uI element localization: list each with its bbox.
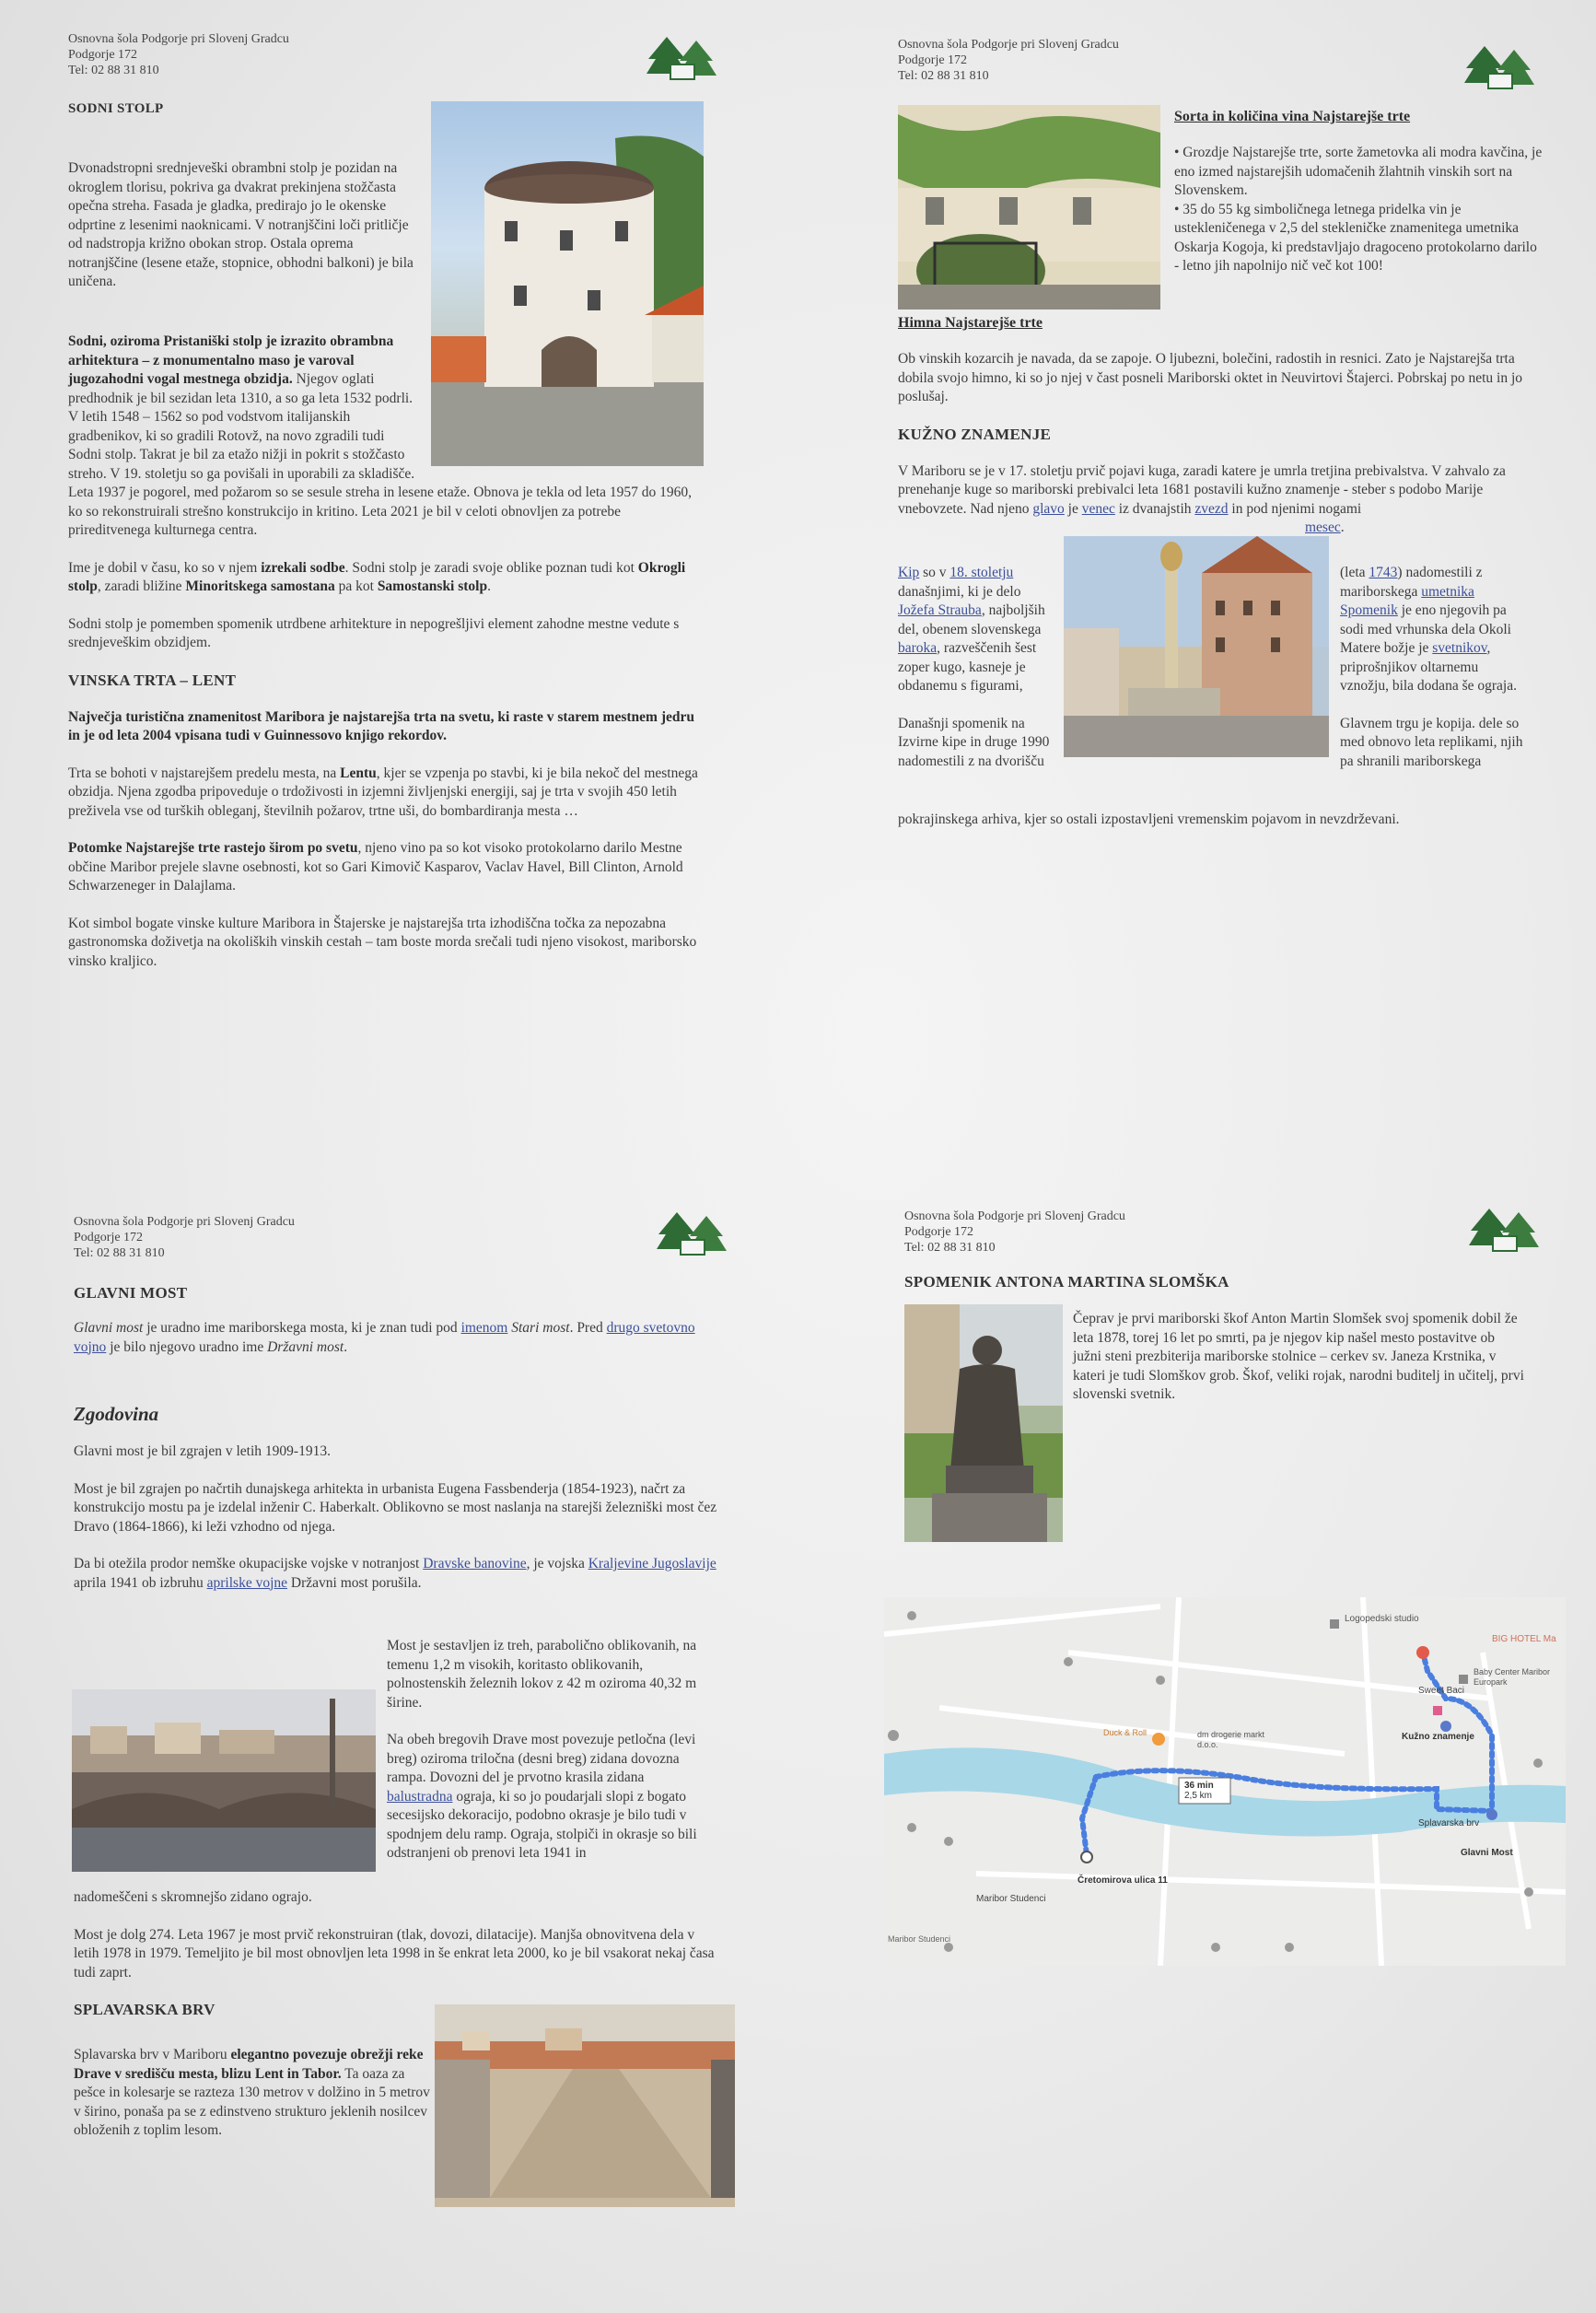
kuzno-right-column (1340, 564, 1524, 771)
splav-p-a: Splavarska brv v Mariboru (74, 2047, 231, 2062)
kuzno-right-i: , priprošnjikov oltarnemu vznožju, bila dodana še ograja. (1340, 640, 1517, 694)
link-jozefa-strauba[interactable]: Jožefa Strauba (898, 602, 982, 618)
studio-pin-icon (1330, 1619, 1339, 1629)
glavni-most-photo (72, 1689, 376, 1872)
sodni-paragraph-2-bold: Sodni, oziroma Pristaniški stolp je izrazito obrambna arhitektura – z monumentalno maso je varoval jugozahodni vogal mestnega obzidja. (68, 333, 394, 387)
sodni-text-block-1 (68, 159, 423, 292)
origin-pin-icon[interactable] (1081, 1852, 1092, 1863)
kuzno-right-paragraph-2: Glavnem trgu je kopija. dele so med obnovo leta replikami, njih pa shranili mariborskega (1340, 715, 1523, 769)
kuzno-znamenje-photo (1064, 536, 1329, 757)
most-p1-d: Stari most (507, 1320, 570, 1336)
splav-p-b: elegantno povezuje obrežji reke Drave v središču mesta, blizu Lent in Tabor. (74, 2047, 424, 2082)
splav-paragraph (74, 2046, 431, 2141)
himna-title: Himna Najstarejše trte (898, 315, 1043, 331)
link-baroka[interactable]: baroka (898, 640, 938, 656)
most-p1-a: Glavni most (74, 1320, 144, 1336)
link-kraljevine-jugoslavije[interactable]: Kraljevine Jugoslavije (588, 1556, 716, 1571)
school-address-2: Podgorje 172 (898, 53, 968, 67)
page-glavni-most (63, 1209, 744, 2213)
map-canvas[interactable] (884, 1597, 1566, 1966)
link-imenom[interactable]: imenom (460, 1320, 508, 1336)
kuzno-pin-icon[interactable] (1440, 1721, 1451, 1732)
kuzno-paragraph-1 (898, 462, 1533, 538)
most-paragraph-1 (74, 1319, 718, 1357)
link-zvezd[interactable]: zvezd (1194, 500, 1229, 517)
map-time: 36 min (1184, 1781, 1214, 1791)
vinska-paragraph-4: Kot simbol bogate vinske kulture Maribora in Štajerske je najstarejša trta izhodiščna točka za nepozabna gastronomska doživetja na okoliških vinskih cestah – tam boste morda srečali tudi njeno visokost, mariborsko vinsko kraljico. (68, 915, 697, 969)
link-umetnika[interactable]: umetnika (1421, 583, 1474, 600)
school-logo-icon-3 (657, 1212, 728, 1260)
school-name: Osnovna šola Podgorje pri Slovenj Gradcu (68, 32, 289, 46)
school-logo-icon-2 (1464, 46, 1536, 94)
most-lower-block (74, 1888, 718, 2019)
school-tel-3: Tel: 02 88 31 810 (74, 1246, 165, 1260)
glavni-most-block (74, 1284, 718, 1593)
sodni-p3-e: , zaradi bližine (97, 578, 186, 594)
map-label-duck: Duck & Roll (1103, 1728, 1147, 1737)
link-1743[interactable]: 1743 (1369, 565, 1398, 580)
link-aprilske-vojne[interactable]: aprilske vojne (206, 1574, 288, 1591)
most-p1-g: je bilo njegovo uradno ime (106, 1338, 268, 1355)
most-paragraph-6-end: nadomeščeni s skromnejšo zidano ograjo. (74, 1889, 312, 1905)
vinska-p1-bold: Največja turistična znamenitost Maribora je najstarejša trta na svetu, ki raste v starem mestnem jedru in je od leta 2004 vpisana tudi v Guinnessovo knjigo rekordov. (68, 708, 694, 743)
zgodovina-heading: Zgodovina (74, 1403, 159, 1425)
most-p1-b: je uradno ime mariborskega mosta, ki je znan tudi pod (143, 1320, 461, 1336)
kuzno-left-f: , najboljših del, obenem slovenskega (898, 602, 1045, 637)
section-title-kuzno: KUŽNO ZNAMENJE (898, 425, 1052, 443)
map-label-crtomir: Čretomirova ulica 11 (1078, 1875, 1168, 1886)
kuzno-left-h: , razveščenih šest zoper kugo, kasneje je obdanemu s figurami, (898, 640, 1037, 694)
section-title-splavarska-brv: SPLAVARSKA BRV (74, 2001, 216, 2018)
kuzno-right-paragraph (1340, 564, 1524, 696)
sodni-p3-i: . (487, 578, 491, 594)
link-spomenik[interactable]: Spomenik (1340, 602, 1398, 618)
map-label-hotel: BIG HOTEL Ma (1492, 1634, 1556, 1644)
school-name-4: Osnovna šola Podgorje pri Slovenj Gradcu (904, 1209, 1125, 1223)
map-label-logopedski: Logopedski studio (1345, 1614, 1419, 1624)
link-glavo[interactable]: glavo (1032, 500, 1065, 517)
himna-paragraph: Ob vinskih kozarcih je navada, da se zapoje. O ljubezni, bolečini, radostih in resnici. Zato je Najstarejša trta dobila svojo himno, ki so jo njej v čast posneli Mariborski oktet in Neuvirtovi Štajerci. Pobrskaj po netu in jo poslušaj. (898, 351, 1523, 404)
most-p1-i: . (344, 1338, 348, 1355)
most-paragraph-5: Most je sestavljen iz treh, paraboličnо oblikovanih, na temenu 1,2 m visokih, koritasto oblikovanih, polnostenskih železnih lokov z 42 m oziroma 40,32 m širine. (387, 1638, 697, 1711)
duck-roll-pin-icon[interactable] (1152, 1733, 1165, 1746)
sorta-bullet-2: • 35 do 55 kg simboličnega letnega pridelka vin je ustekleničenega v 2,5 del stekleničke znamenitega umetnika Oskarja Kogoja, ki predstavljajo dragoceno protokolarno darilo - letno jih napolnijo nič več kot 100! (1174, 201, 1537, 274)
school-header-2 (898, 37, 1174, 84)
najstarejsa-trta-photo (898, 105, 1160, 310)
most-paragraph-4 (74, 1555, 718, 1593)
most-p4-g: Državni most porušila. (287, 1574, 422, 1591)
school-address-3: Podgorje 172 (74, 1231, 144, 1244)
vinska-p3-rest: , njeno vino pa so kot visoko protokolarno darilo Mestne občine Maribor prejele slavne osebnosti, kot so Gari Kimovič Kasparov, Vaclav Havel, Bill Clinton, Arnold Schwarzeneger in Dalajlama. (68, 840, 683, 894)
glavni-most-pin-icon[interactable] (1486, 1809, 1497, 1820)
route-map[interactable] (884, 1597, 1566, 1966)
kuzno-right-a: (leta (1340, 565, 1369, 580)
sodni-p3-a: Ime je dobil v času, ko so v njem (68, 559, 262, 576)
most-p4-a: Da bi otežila prodor nemške okupacijske vojske v notranjost (74, 1556, 424, 1571)
school-tel: Tel: 02 88 31 810 (68, 64, 159, 77)
most-paragraph-7: Most je dolg 274. Leta 1967 je most prvič rekonstruiran (tlak, dovozi, dilatacije). Manjša obnovitvena dela v letih 1978 in 1979. Temeljito je bil most obnovljen leta 1998 in še enkrat leta 2000, ko je bil vsakorat nekaj časa tudi zaprt. (74, 1926, 715, 1980)
link-18-stoletju[interactable]: 18. stoletju (949, 565, 1014, 580)
most-p1-h: Državni most (267, 1338, 344, 1355)
most-p6-c: ograja, ki so jo poudarjali slopi z bogato secesijsko dekoracijo, podobno okrasje je bilo tudi v spodnjem delu ramp. Ograja, stolpiči in okrasje so bili odstranjeni ob prenovi leta 1941 in (387, 1788, 697, 1861)
vinska-p2-c: , kjer se vzpenja po stavbi, ki je bila nekoč del mestnega obzidja. Njena zgodba pripoveduje o trdoživosti in izjemni življenjski energiji, saj je trta v svojih 450 letih preživela vse od turških obleganj, številnih požarov, trtne uši, do bombardiranja mesta … (68, 765, 698, 819)
map-label-studenci: Maribor Studenci (976, 1894, 1046, 1904)
link-kip[interactable]: Kip (898, 565, 920, 580)
map-distance: 2,5 km (1184, 1791, 1213, 1801)
kuzno-left-b: so v (919, 565, 950, 580)
map-label-sweet: Sweet Baci (1418, 1686, 1465, 1696)
kuzno-left-paragraph (898, 564, 1056, 696)
sodni-paragraph-4: Sodni stolp je pomemben spomenik utrdbene arhitekture in nepogrešljivi element zahodne mestne vedute s srednjeveškim obzidjem. (68, 615, 680, 650)
section-title-sodni-stolp: SODNI STOLP (68, 101, 164, 116)
map-travel-time (1184, 1781, 1214, 1801)
most-paragraph-3: Most je bil zgrajen po načrtih dunajskega arhitekta in urbanista Eugena Fassbenderja (1854-1923), načrt za konstrukcijo mostu pa je izdelal inženir C. Haberkalt. Oblikovno se most naslanja na starejši železniški most čez Dravo (1864-1866), ki leži vzhodno od njega. (74, 1480, 717, 1535)
sorta-title: Sorta in količina vina Najstarejše trte (1174, 109, 1411, 124)
most-p1-e: . Pred (569, 1320, 607, 1336)
sodni-p3-g: pa kot (334, 578, 378, 594)
sodni-p3-b: izrekali sodbe (261, 559, 345, 576)
himna-block (898, 315, 1533, 538)
map-label-baby: Baby Center Maribor Europark (1474, 1667, 1551, 1687)
map-label-kuzno: Kužno znamenje (1402, 1732, 1474, 1742)
school-logo-icon-4 (1469, 1209, 1541, 1256)
sorta-block (1174, 109, 1543, 276)
school-header-3 (74, 1214, 350, 1261)
link-svetnikov[interactable]: svetnikov (1432, 640, 1487, 656)
map-label-splav: Splavarska brv (1418, 1818, 1480, 1828)
map-label-most: Glavni Most (1461, 1848, 1513, 1858)
section-title-vinska-trta: VINSKA TRTA – LENT (68, 671, 237, 689)
sodni-p3-c: . Sodni stolp je zaradi svoje oblike poznan tudi kot (344, 559, 638, 576)
kuzno-inpod: in pod njenimi nogami (1228, 500, 1362, 517)
vinska-paragraph-3 (68, 839, 704, 896)
school-address: Podgorje 172 (68, 48, 138, 62)
kuzno-left-d: današnjimi, ki je delo (898, 583, 1021, 600)
kuzno-p1-a: V Mariboru se je v 17. stoletju prvič pojavi kuga, zaradi katere je umrla tretjina prebivalstva. V zahvalo za prenehanje kuge so mariborski prebivalci leta 1681 postavili kužno znamenje - steber s podobo Marije vnebovzete. Nad njeno (898, 462, 1506, 517)
school-address-4: Podgorje 172 (904, 1225, 974, 1239)
most-p4-c: , je vojska (526, 1556, 588, 1571)
link-dravske-banovine[interactable]: Dravske banovine (423, 1556, 527, 1571)
school-name-3: Osnovna šola Podgorje pri Slovenj Gradcu (74, 1215, 295, 1229)
most-paragraph-6 (387, 1731, 709, 1863)
link-balustradna[interactable]: balustradna (387, 1788, 453, 1805)
vinska-paragraph-1 (68, 708, 704, 746)
sodni-paragraph-2-rest: Njegov oglati predhodnik je bil sezidan leta 1310, a so ga leta 1532 podrli. V letih 1548 – 1562 so pod vodstvom italijanskih gradbenikov, ki so gradili Rotovž, na novo zgradili tudi Sodni stolp. Takrat je bil za etažo nižji in pokrit s stožčasto streho. V 19. stoletju so ga povišali in uporabili za skladišče. Leta 1937 je pogorel, med požarom so se sesule streha in lesene etaže. Obnova je tekla od leta 1957 do 1960, ko so rekonstruirali strešno konstrukcijo in kritino. Leta 2021 je bil v celoti obnovljen za potrebe prireditvenega kulturnega centra. (68, 371, 693, 538)
map-label-drogerie: dm drogerie markt d.o.o. (1197, 1730, 1265, 1749)
page-najstarejsa-trta (889, 29, 1552, 859)
map-label-studenci-2: Maribor Studenci (888, 1934, 951, 1944)
kuzno-iz: iz dvanajstih (1114, 500, 1195, 517)
page-slomsek (884, 1205, 1566, 2034)
page-sodni-stolp (57, 26, 720, 1030)
sodni-paragraph-1: Dvonadstropni srednjeveški obrambni stolp je pozidan na okroglem tlorisu, pokriva ga dvakrat prekinjena stožčasta opečna streha. Fasada je gladka, predirajo jo le okenske odprtine z lesenimi naoknicami. V notranjščini loči pritličje od nadstropja križno obokan strop. Ostala oprema notranjščine (lesene etaže, stopnice, obhodni balkoni) je bila uničena. (68, 160, 414, 289)
slomsek-statue-photo (904, 1304, 1063, 1542)
vinska-p3-bold: Potomke Najstarejše trte rastejo širom po svetu (68, 840, 358, 856)
link-drugo-svetovno-vojno[interactable]: drugo svetovno vojno (74, 1320, 695, 1355)
sodni-paragraph-2 (68, 333, 704, 541)
most-p6-a: Na obeh bregovih Drave most povezuje petločna (levi breg) oziroma triločna (desni breg) zidana dovozna rampa. Dovozni del je prvotno krasila zidana (387, 1732, 696, 1785)
slomsek-paragraph: Čeprav je prvi mariborski škof Anton Martin Slomšek svoj spomenik dobil že leta 1878, torej 16 let po smrti, pa je njegov kip našel mesto postavitve ob južni steni prezbiterija mariborske stolnice – cerkev sv. Janeza Krstnika, v kateri je tudi Slomškov grob. Škof, veliki rojak, narodni buditelj in učitelj, prvi slovenski svetnik. (1073, 1311, 1524, 1402)
sodni-p3-d: Okrogli stolp (68, 559, 686, 594)
kuzno-je: je (1064, 500, 1082, 517)
section-title-glavni-most: GLAVNI MOST (74, 1284, 188, 1302)
school-header (68, 31, 344, 78)
school-header-4 (904, 1209, 1181, 1256)
sorta-bullet-1: • Grozdje Najstarejše trte, sorte žametovka ali modra kavčina, je eno izmed najstarejših udomačenih žlahtnih vinskih sort na Slovenskem. (1174, 145, 1543, 198)
splav-text (74, 2046, 431, 2141)
school-tel-2: Tel: 02 88 31 810 (898, 69, 989, 83)
kuzno-left-paragraph-2: Današnji spomenik na Izvirne kipe in druge 1990 nadomestili z na dvorišču (898, 715, 1050, 769)
kuzno-right-c: ) nadomestili z mariborskega (1340, 565, 1483, 600)
kuzno-dot: . (1340, 520, 1345, 535)
school-name-2: Osnovna šola Podgorje pri Slovenj Gradcu (898, 38, 1119, 52)
section-title-slomsek: SPOMENIK ANTONA MARTINA SLOMŠKA (904, 1273, 1229, 1291)
splav-p-c: Ta oaza za pešce in kolesarje se razteza 130 metrov v dolžino in 5 metrov v širino, ponaša pa se z edinstveno strukturo jeklenih nosilcev obloženih z toplim lesom. (74, 2065, 430, 2138)
most-paragraph-2: Glavni most je bil zgrajen v letih 1909-1913. (74, 1443, 331, 1459)
school-tel-4: Tel: 02 88 31 810 (904, 1241, 996, 1255)
link-mesec[interactable]: mesec (1305, 520, 1341, 535)
vinska-p2-a: Trta se bohoti v najstarejšem predelu mesta, na (68, 765, 341, 781)
sodni-paragraph-3 (68, 559, 704, 597)
splavarska-brv-photo (435, 2004, 735, 2207)
vinska-paragraph-2 (68, 765, 704, 822)
kuzno-right-g: je eno njegovih pa sodi med vrhunska dela Okoli Matere božje je (1340, 602, 1511, 656)
sodni-text-block-2 (68, 333, 704, 971)
link-venec[interactable]: venec (1081, 500, 1115, 517)
destination-pin-icon[interactable] (1416, 1646, 1429, 1659)
sodni-p3-f: Minoritskega samostana (185, 578, 335, 594)
sweet-baci-pin-icon (1433, 1706, 1442, 1715)
kuzno-last-line: pokrajinskega arhiva, kjer so ostali izpostavljeni vremenskim pojavom in nevzdrževani. (898, 812, 1400, 827)
most-p4-e: aprila 1941 ob izbruhu (74, 1574, 207, 1591)
kuzno-left-column (898, 564, 1056, 771)
school-logo-icon (647, 37, 718, 85)
vinska-p2-b: Lentu (340, 765, 377, 781)
sodni-p3-h: Samostanski stolp (377, 578, 488, 594)
most-right-column (387, 1637, 709, 1863)
baby-center-pin-icon (1459, 1675, 1468, 1684)
